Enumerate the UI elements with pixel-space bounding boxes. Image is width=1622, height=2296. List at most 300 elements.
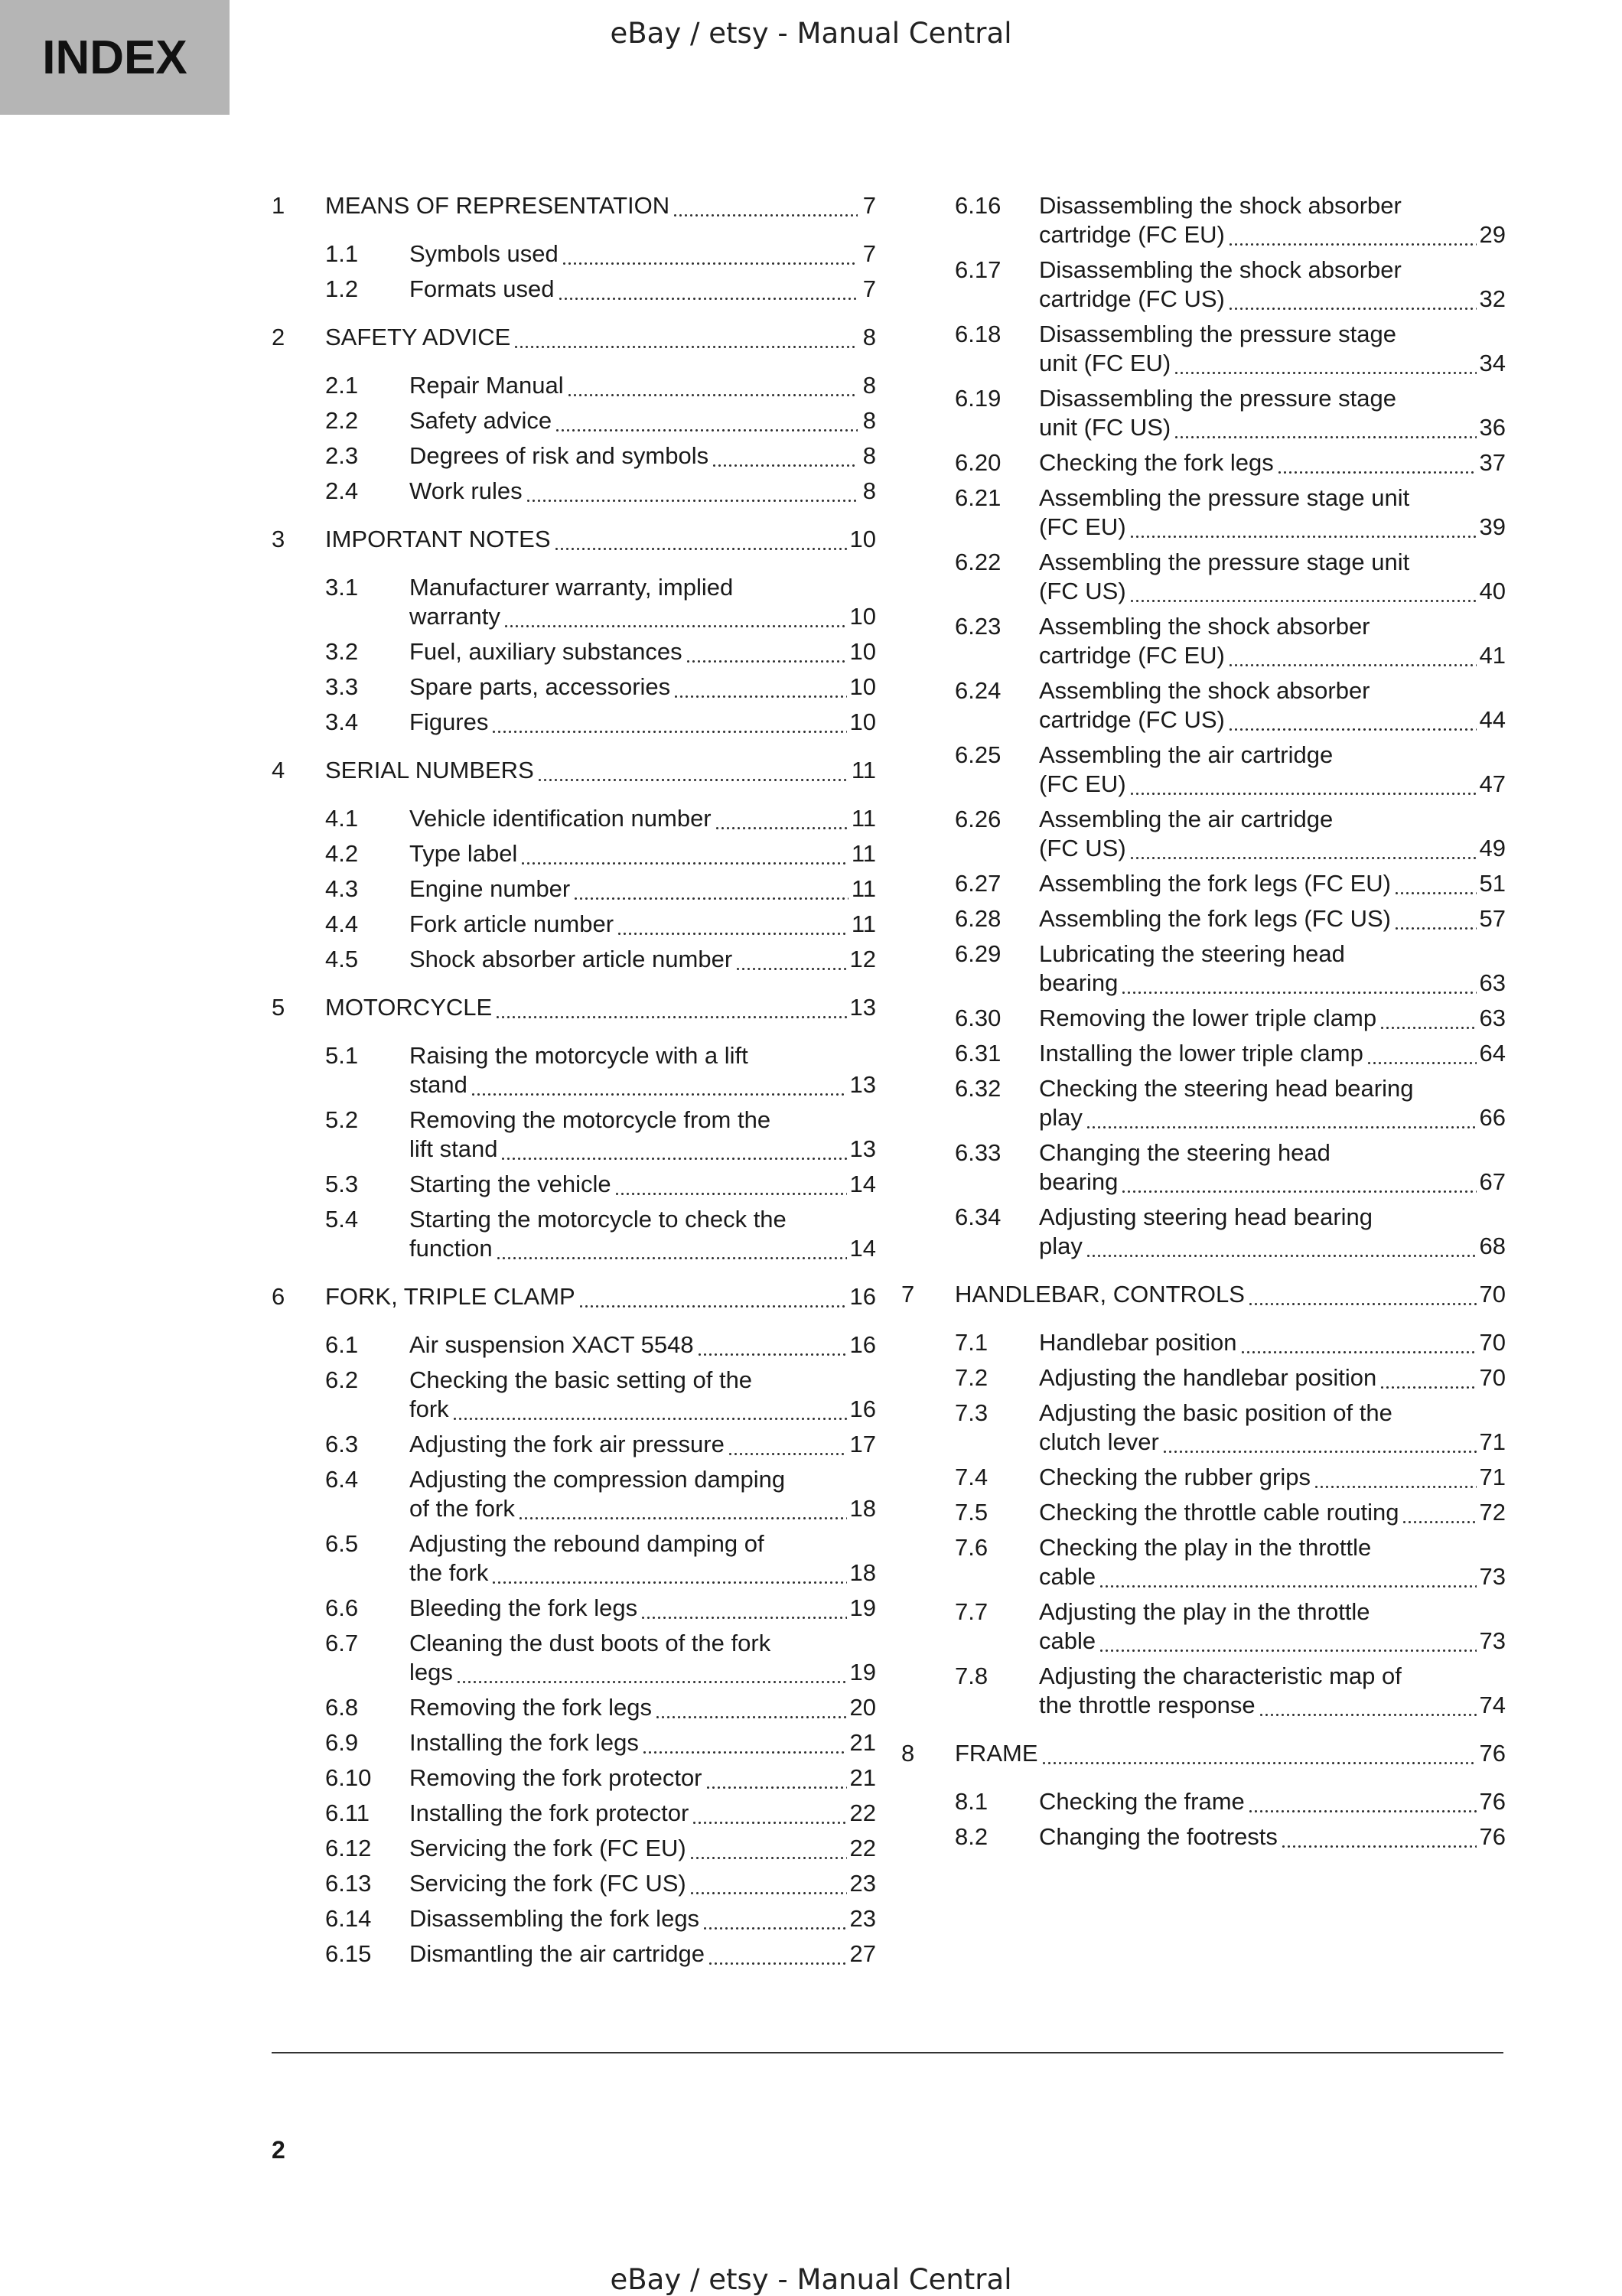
- toc-section[interactable]: [272, 839, 876, 868]
- toc-entry-number: 3.1: [325, 574, 359, 601]
- toc-entry-title: (FC US): [1039, 835, 1126, 861]
- toc-section[interactable]: [272, 1629, 876, 1687]
- toc-entry-title: Adjusting the compression damping: [409, 1466, 786, 1493]
- toc-entry-number: 6.17: [955, 256, 1002, 283]
- toc-section[interactable]: [901, 1662, 1506, 1720]
- toc-page-number: 16: [849, 1396, 876, 1422]
- toc-section[interactable]: [901, 320, 1506, 378]
- toc-section[interactable]: [901, 940, 1506, 998]
- toc-entry-title: Adjusting the fork air pressure: [409, 1431, 725, 1457]
- toc-section[interactable]: [272, 945, 876, 974]
- toc-page-number: 34: [1479, 350, 1506, 376]
- toc-entry-number: 7.7: [955, 1598, 989, 1625]
- toc-entry-title: Installing the fork protector: [409, 1799, 689, 1826]
- toc-entry-title: Assembling the fork legs (FC EU): [1039, 870, 1391, 897]
- toc-page-number: 18: [849, 1495, 876, 1522]
- toc-section[interactable]: [901, 1822, 1506, 1851]
- toc-entry-title: cartridge (FC EU): [1039, 642, 1225, 669]
- toc-entry-number: 1.2: [325, 275, 359, 302]
- toc-right-column: [901, 191, 1506, 1858]
- dot-leader: [708, 1939, 847, 1969]
- dot-leader: [1086, 1103, 1477, 1132]
- toc-page-number: 51: [1479, 870, 1506, 897]
- dot-leader: [686, 637, 847, 666]
- toc-section[interactable]: [901, 256, 1506, 314]
- toc-entry-title: Checking the play in the throttle: [1039, 1534, 1372, 1561]
- dot-leader: [567, 371, 858, 400]
- toc-entry-number: 5.2: [325, 1106, 359, 1133]
- toc-section[interactable]: [901, 1004, 1506, 1033]
- toc-entry-number: 6.19: [955, 385, 1002, 412]
- toc-section[interactable]: [272, 1834, 876, 1863]
- toc-page-number: 66: [1479, 1104, 1506, 1131]
- toc-section[interactable]: [272, 1330, 876, 1360]
- dot-leader: [555, 406, 858, 435]
- toc-entry-number: 5.3: [325, 1171, 359, 1197]
- toc-entry-title: Air suspension XACT 5548: [409, 1331, 694, 1358]
- toc-section[interactable]: [272, 1366, 876, 1424]
- toc-entry-number: 4.1: [325, 805, 359, 832]
- toc-page-number: 70: [1479, 1329, 1506, 1356]
- toc-page-number: 21: [849, 1764, 876, 1791]
- toc-entry-title: Vehicle identification number: [409, 805, 712, 832]
- toc-page-number: 17: [849, 1431, 876, 1457]
- toc-section[interactable]: [272, 477, 876, 506]
- toc-entry-title: (FC EU): [1039, 770, 1126, 797]
- toc-chapter[interactable]: [272, 323, 876, 352]
- toc-page-number: 57: [1479, 905, 1506, 932]
- toc-entry-title: the throttle response: [1039, 1692, 1256, 1718]
- toc-section[interactable]: [272, 673, 876, 702]
- dot-leader: [452, 1395, 847, 1424]
- toc-entry-title: cartridge (FC US): [1039, 706, 1225, 733]
- toc-section[interactable]: [901, 448, 1506, 477]
- toc-entry-number: 6.23: [955, 613, 1002, 640]
- toc-section[interactable]: [901, 1039, 1506, 1068]
- toc-page-number: 8: [862, 372, 876, 399]
- dot-leader: [1228, 641, 1477, 670]
- dot-leader: [1240, 1328, 1477, 1357]
- dot-leader: [1281, 1822, 1477, 1851]
- dot-leader: [495, 993, 846, 1022]
- toc-entry-title: Fuel, auxiliary substances: [409, 638, 682, 665]
- toc-entry-title: IMPORTANT NOTES: [325, 526, 551, 552]
- dot-leader: [735, 945, 846, 974]
- dot-leader: [573, 874, 848, 904]
- toc-section[interactable]: [272, 637, 876, 666]
- toc-entry-title: (FC EU): [1039, 513, 1126, 540]
- toc-section[interactable]: [901, 384, 1506, 442]
- toc-entry-title: Engine number: [409, 875, 571, 902]
- toc-entry-number: 6.29: [955, 940, 1002, 967]
- toc-entry-number: 5.1: [325, 1042, 359, 1069]
- toc-entry-title: play: [1039, 1104, 1083, 1131]
- toc-entry-number: 8.2: [955, 1823, 989, 1850]
- toc-entry-title: the fork: [409, 1559, 489, 1586]
- dot-leader: [1248, 1280, 1477, 1309]
- dot-leader: [491, 708, 846, 737]
- toc-entry-number: 6.1: [325, 1331, 359, 1358]
- dot-leader: [712, 441, 858, 471]
- toc-entry-title: function: [409, 1235, 493, 1262]
- toc-section[interactable]: [901, 1138, 1506, 1197]
- toc-section[interactable]: [272, 1041, 876, 1099]
- dot-leader: [562, 239, 858, 269]
- toc-entry-number: 6.32: [955, 1075, 1002, 1102]
- toc-section[interactable]: [272, 1170, 876, 1199]
- toc-entry-number: 6.26: [955, 806, 1002, 832]
- toc-page-number: 73: [1479, 1627, 1506, 1654]
- toc-page-number: 73: [1479, 1563, 1506, 1590]
- toc-entry-number: 1.1: [325, 240, 359, 267]
- toc-entry-number: 7.8: [955, 1663, 989, 1689]
- toc-page-number: 22: [849, 1835, 876, 1861]
- toc-page-number: 7: [862, 192, 876, 219]
- toc-entry-title: Safety advice: [409, 407, 552, 434]
- toc-entry-title: Checking the fork legs: [1039, 449, 1274, 476]
- dot-leader: [1086, 1232, 1477, 1261]
- toc-page-number: 21: [849, 1729, 876, 1756]
- toc-entry-number: 7.3: [955, 1399, 989, 1426]
- toc-section[interactable]: [901, 676, 1506, 734]
- toc-entry-title: Checking the basic setting of the: [409, 1366, 753, 1393]
- toc-entry-title: Servicing the fork (FC US): [409, 1870, 686, 1897]
- dot-leader: [1228, 705, 1477, 734]
- toc-section[interactable]: [272, 804, 876, 833]
- toc-section[interactable]: [901, 1498, 1506, 1527]
- toc-page-number: 8: [862, 324, 876, 350]
- toc-entry-number: 6.5: [325, 1530, 359, 1557]
- toc-entry-title: Changing the steering head: [1039, 1139, 1330, 1166]
- toc-entry-number: 4.5: [325, 946, 359, 972]
- toc-chapter[interactable]: [272, 191, 876, 220]
- toc-entry-title: Removing the lower triple clamp: [1039, 1005, 1377, 1031]
- toc-section[interactable]: [272, 1799, 876, 1828]
- toc-section[interactable]: [901, 548, 1506, 606]
- toc-page-number: 14: [849, 1171, 876, 1197]
- toc-entry-number: 3.2: [325, 638, 359, 665]
- toc-section[interactable]: [272, 573, 876, 631]
- dot-leader: [491, 1558, 846, 1588]
- toc-entry-title: Degrees of risk and symbols: [409, 442, 709, 469]
- toc-section[interactable]: [901, 1597, 1506, 1656]
- toc-entry-number: 6.22: [955, 549, 1002, 575]
- toc-page-number: 13: [849, 1135, 876, 1162]
- toc-entry-number: 3.4: [325, 708, 359, 735]
- toc-entry-title: Disassembling the pressure stage: [1039, 385, 1396, 412]
- toc-entry-number: 6.21: [955, 484, 1002, 511]
- toc-section[interactable]: [272, 1939, 876, 1969]
- toc-chapter[interactable]: [272, 525, 876, 554]
- dot-leader: [1394, 904, 1477, 933]
- dot-leader: [689, 1869, 847, 1898]
- toc-section[interactable]: [901, 904, 1506, 933]
- toc-entry-title: Removing the motorcycle from the: [409, 1106, 771, 1133]
- toc-section[interactable]: [272, 1529, 876, 1588]
- toc-chapter[interactable]: [272, 993, 876, 1022]
- toc-section[interactable]: [272, 1728, 876, 1757]
- toc-entry-title: cable: [1039, 1563, 1096, 1590]
- toc-entry-number: 6.13: [325, 1870, 372, 1897]
- toc-entry-number: 6.2: [325, 1366, 359, 1393]
- toc-section[interactable]: [272, 910, 876, 939]
- toc-page-number: 63: [1479, 1005, 1506, 1031]
- toc-entry-title: Starting the vehicle: [409, 1171, 611, 1197]
- dot-leader: [1041, 1739, 1477, 1768]
- toc-chapter[interactable]: [901, 1739, 1506, 1768]
- dot-leader: [1394, 869, 1477, 898]
- toc-entry-title: Checking the frame: [1039, 1788, 1245, 1815]
- toc-page-number: 41: [1479, 642, 1506, 669]
- toc-section[interactable]: [272, 1594, 876, 1623]
- toc-section[interactable]: [901, 612, 1506, 670]
- toc-entry-title: Cleaning the dust boots of the fork: [409, 1630, 771, 1656]
- toc-entry-number: 6.30: [955, 1005, 1002, 1031]
- dot-leader: [728, 1430, 847, 1459]
- toc-page-number: 32: [1479, 285, 1506, 312]
- dot-leader: [513, 323, 858, 352]
- toc-entry-number: 7.5: [955, 1499, 989, 1526]
- toc-entry-number: 6.25: [955, 741, 1002, 768]
- toc-entry-number: 6.15: [325, 1940, 372, 1967]
- watermark-top: eBay / etsy - Manual Central: [610, 17, 1012, 50]
- toc-page-number: 47: [1479, 770, 1506, 797]
- toc-entry-title: MOTORCYCLE: [325, 994, 493, 1021]
- dot-leader: [537, 756, 848, 785]
- toc-entry-number: 6.28: [955, 905, 1002, 932]
- toc-page-number: 10: [849, 526, 876, 552]
- toc-entry-number: 6.9: [325, 1729, 359, 1756]
- toc-entry-title: Adjusting the rebound damping of: [409, 1530, 764, 1557]
- toc-entry-title: clutch lever: [1039, 1428, 1159, 1455]
- toc-entry-number: 6.18: [955, 321, 1002, 347]
- toc-chapter[interactable]: [272, 756, 876, 785]
- toc-page-number: 11: [851, 805, 876, 832]
- dot-leader: [1402, 1498, 1476, 1527]
- toc-entry-title: Adjusting the basic position of the: [1039, 1399, 1392, 1426]
- toc-entry-number: 6.7: [325, 1630, 359, 1656]
- toc-page-number: 74: [1479, 1692, 1506, 1718]
- toc-entry-title: Fork article number: [409, 910, 614, 937]
- toc-entry-title: Formats used: [409, 275, 555, 302]
- toc-page-number: 16: [849, 1331, 876, 1358]
- toc-entry-number: 2.1: [325, 372, 359, 399]
- toc-section[interactable]: [272, 1764, 876, 1793]
- toc-section[interactable]: [901, 741, 1506, 799]
- toc-section[interactable]: [901, 1787, 1506, 1816]
- toc-page-number: 11: [851, 757, 876, 783]
- toc-page-number: 27: [849, 1940, 876, 1967]
- toc-entry-title: Symbols used: [409, 240, 559, 267]
- toc-entry-number: 6: [272, 1283, 285, 1310]
- toc-page-number: 70: [1479, 1364, 1506, 1391]
- dot-leader: [554, 525, 847, 554]
- page-number: 2: [272, 2136, 285, 2164]
- toc-entry-title: Raising the motorcycle with a lift: [409, 1042, 748, 1069]
- toc-section[interactable]: [901, 805, 1506, 863]
- toc-entry-title: Disassembling the shock absorber: [1039, 192, 1402, 219]
- toc-chapter[interactable]: [272, 1282, 876, 1311]
- toc-entry-title: Work rules: [409, 477, 523, 504]
- dot-leader: [640, 1594, 846, 1623]
- toc-entry-number: 7.1: [955, 1329, 989, 1356]
- toc-page-number: 13: [849, 994, 876, 1021]
- toc-page-number: 16: [849, 1283, 876, 1310]
- dot-leader: [518, 1494, 847, 1523]
- toc-entry-title: Adjusting the play in the throttle: [1039, 1598, 1370, 1625]
- toc-entry-number: 6.10: [325, 1764, 372, 1791]
- toc-page-number: 7: [862, 275, 876, 302]
- toc-entry-number: 4: [272, 757, 285, 783]
- toc-section[interactable]: [901, 1399, 1506, 1457]
- toc-entry-number: 6.14: [325, 1905, 372, 1932]
- toc-entry-title: Assembling the shock absorber: [1039, 677, 1370, 704]
- toc-entry-number: 6.33: [955, 1139, 1002, 1166]
- toc-section[interactable]: [272, 1106, 876, 1164]
- toc-page-number: 18: [849, 1559, 876, 1586]
- dot-leader: [1314, 1463, 1477, 1492]
- dot-leader: [471, 1070, 847, 1099]
- dot-leader: [1099, 1627, 1476, 1656]
- toc-section[interactable]: [272, 239, 876, 269]
- toc-section[interactable]: [901, 1363, 1506, 1392]
- toc-section[interactable]: [272, 1904, 876, 1933]
- toc-entry-title: Assembling the air cartridge: [1039, 741, 1334, 768]
- toc-section[interactable]: [901, 1463, 1506, 1492]
- toc-entry-title: Installing the fork legs: [409, 1729, 639, 1756]
- toc-entry-number: 4.3: [325, 875, 359, 902]
- toc-page-number: 19: [849, 1659, 876, 1685]
- dot-leader: [496, 1234, 847, 1263]
- toc-entry-number: 6.8: [325, 1694, 359, 1721]
- toc-entry-title: Dismantling the air cartridge: [409, 1940, 705, 1967]
- toc-entry-title: lift stand: [409, 1135, 498, 1162]
- toc-section[interactable]: [272, 1693, 876, 1722]
- dot-leader: [503, 602, 847, 631]
- toc-section[interactable]: [272, 406, 876, 435]
- toc-entry-number: 6.34: [955, 1203, 1002, 1230]
- toc-section[interactable]: [901, 484, 1506, 542]
- toc-page-number: 67: [1479, 1168, 1506, 1195]
- toc-section[interactable]: [901, 1533, 1506, 1591]
- toc-entry-title: Checking the throttle cable routing: [1039, 1499, 1399, 1526]
- toc-section[interactable]: [901, 191, 1506, 249]
- toc-page-number: 63: [1479, 969, 1506, 996]
- toc-entry-title: unit (FC US): [1039, 414, 1171, 441]
- toc-page-number: 68: [1479, 1233, 1506, 1259]
- toc-entry-number: 5: [272, 994, 285, 1021]
- toc-entry-title: Installing the lower triple clamp: [1039, 1040, 1363, 1067]
- dot-leader: [1174, 349, 1476, 378]
- toc-entry-title: Type label: [409, 840, 518, 867]
- toc-entry-title: Shock absorber article number: [409, 946, 733, 972]
- toc-section[interactable]: [272, 1430, 876, 1459]
- toc-section[interactable]: [901, 1074, 1506, 1132]
- toc-entry-number: 4.4: [325, 910, 359, 937]
- toc-page-number: 29: [1479, 221, 1506, 248]
- toc-entry-number: 8: [901, 1740, 915, 1767]
- dot-leader: [715, 804, 848, 833]
- toc-page-number: 20: [849, 1694, 876, 1721]
- toc-entry-title: fork: [409, 1396, 449, 1422]
- toc-page-number: 44: [1479, 706, 1506, 733]
- toc-entry-number: 2.4: [325, 477, 359, 504]
- toc-entry-number: 6.16: [955, 192, 1002, 219]
- toc-entry-title: bearing: [1039, 1168, 1119, 1195]
- toc-page-number: 37: [1479, 449, 1506, 476]
- toc-entry-number: 2.3: [325, 442, 359, 469]
- toc-section[interactable]: [272, 1465, 876, 1523]
- toc-section[interactable]: [272, 708, 876, 737]
- toc-entry-title: bearing: [1039, 969, 1119, 996]
- dot-leader: [697, 1330, 847, 1360]
- dot-leader: [526, 477, 858, 506]
- toc-page-number: 23: [849, 1870, 876, 1897]
- toc-entry-title: Removing the fork legs: [409, 1694, 653, 1721]
- toc-entry-title: legs: [409, 1659, 453, 1685]
- toc-entry-title: Bleeding the fork legs: [409, 1594, 638, 1621]
- toc-page-number: 36: [1479, 414, 1506, 441]
- toc-entry-number: 7.4: [955, 1464, 989, 1490]
- toc-section[interactable]: [272, 275, 876, 304]
- toc-chapter[interactable]: [901, 1280, 1506, 1309]
- toc-page-number: 14: [849, 1235, 876, 1262]
- toc-section[interactable]: [901, 1203, 1506, 1261]
- toc-page-number: 13: [849, 1071, 876, 1098]
- toc-section[interactable]: [901, 869, 1506, 898]
- dot-leader: [500, 1135, 846, 1164]
- toc-section[interactable]: [272, 874, 876, 904]
- toc-page-number: 49: [1479, 835, 1506, 861]
- toc-page-number: 10: [849, 603, 876, 630]
- toc-section[interactable]: [272, 371, 876, 400]
- toc-page-number: 11: [851, 910, 876, 937]
- toc-entry-title: Handlebar position: [1039, 1329, 1237, 1356]
- dot-leader: [1277, 448, 1477, 477]
- dot-leader: [642, 1728, 847, 1757]
- toc-entry-title: Assembling the shock absorber: [1039, 613, 1370, 640]
- dot-leader: [1162, 1428, 1477, 1457]
- toc-section[interactable]: [901, 1328, 1506, 1357]
- toc-page-number: 10: [849, 638, 876, 665]
- toc-entry-number: 6.31: [955, 1040, 1002, 1067]
- dot-leader: [558, 275, 858, 304]
- toc-entry-title: Checking the steering head bearing: [1039, 1075, 1414, 1102]
- toc-entry-title: SAFETY ADVICE: [325, 324, 511, 350]
- toc-entry-title: HANDLEBAR, CONTROLS: [955, 1281, 1245, 1308]
- toc-entry-title: stand: [409, 1071, 467, 1098]
- toc-section[interactable]: [272, 441, 876, 471]
- dot-leader: [617, 910, 848, 939]
- toc-page-number: 10: [849, 708, 876, 735]
- toc-entry-number: 6.20: [955, 449, 1002, 476]
- toc-entry-title: Removing the fork protector: [409, 1764, 702, 1791]
- dot-leader: [1379, 1004, 1476, 1033]
- toc-section[interactable]: [272, 1869, 876, 1898]
- dot-leader: [689, 1834, 847, 1863]
- dot-leader: [520, 839, 848, 868]
- toc-page-number: 19: [849, 1594, 876, 1621]
- dot-leader: [702, 1904, 846, 1933]
- toc-section[interactable]: [272, 1205, 876, 1263]
- toc-entry-title: FORK, TRIPLE CLAMP: [325, 1283, 575, 1310]
- toc-left-column: [272, 191, 876, 1975]
- toc-entry-number: 7.6: [955, 1534, 989, 1561]
- toc-page-number: 8: [862, 407, 876, 434]
- toc-page-number: 8: [862, 477, 876, 504]
- toc-page-number: 12: [849, 946, 876, 972]
- dot-leader: [456, 1658, 847, 1687]
